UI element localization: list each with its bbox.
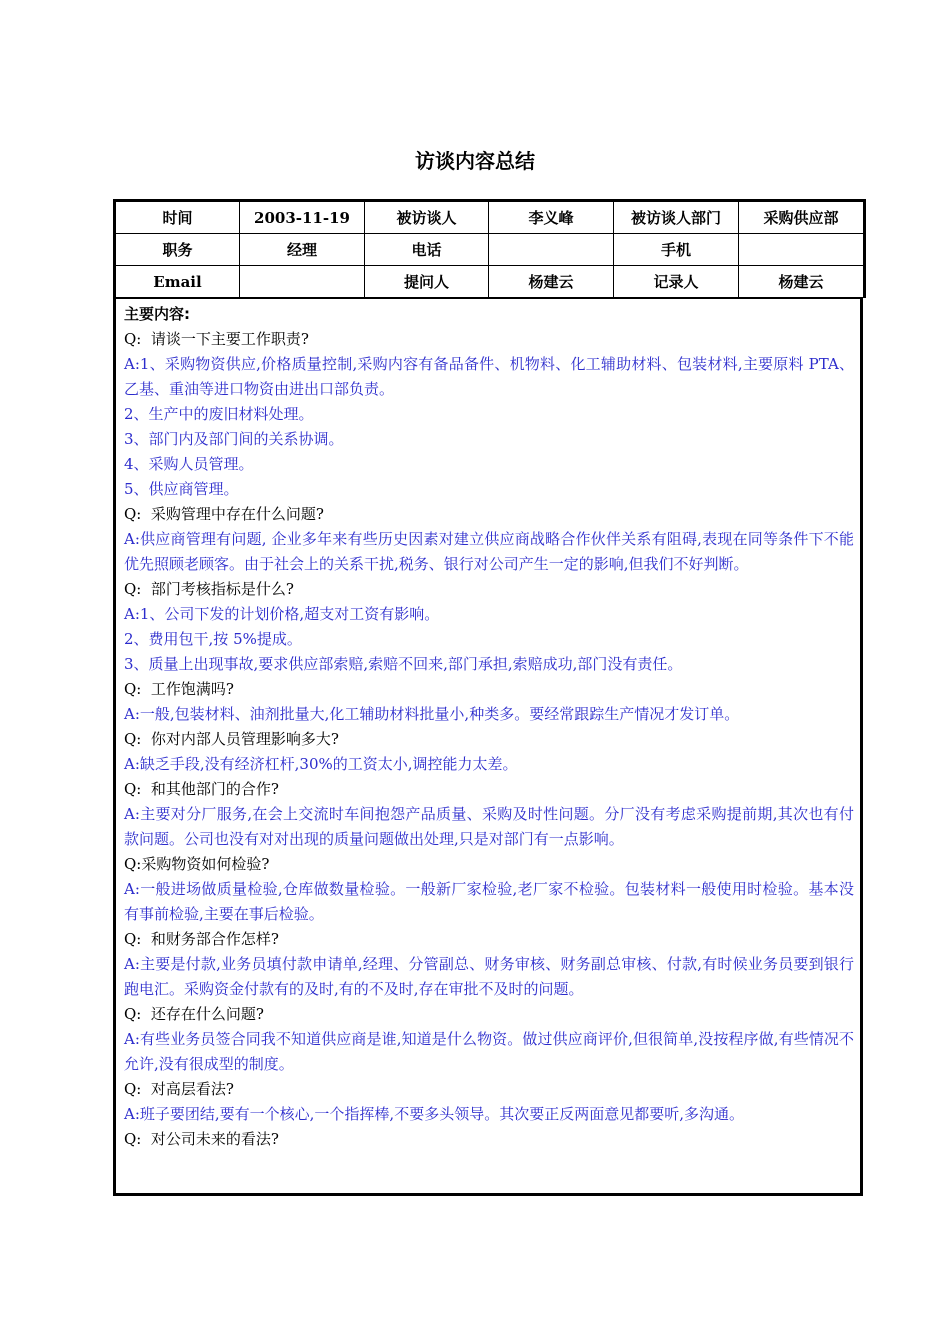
- answer-line: A:有些业务员签合同我不知道供应商是谁,知道是什么物资。做过供应商评价,但很简单,没按程序做,有些情况不允许,没有很成型的制度。: [124, 1030, 854, 1073]
- answer-line: A:供应商管理有问题, 企业多年来有些历史因素对建立供应商战略合作伙伴关系有阻碍,表现在同等条件下不能优先照顾老顾客。由于社会上的关系干扰,税务、银行对公司产生一定的影响,但我们不好判断。: [124, 530, 854, 573]
- info-row-3: [115, 266, 865, 298]
- email-label: Email: [115, 266, 240, 298]
- info-row-1: [115, 201, 865, 234]
- answer-line: 2、费用包干,按 5%提成。: [124, 630, 302, 648]
- interviewee-value: 李义峰: [489, 201, 614, 234]
- answer-line: A:1、公司下发的计划价格,超支对工资有影响。: [124, 605, 440, 623]
- time-value: 2003-11-19: [240, 201, 365, 234]
- question-line: Q: 请谈一下主要工作职责?: [124, 330, 309, 348]
- question-line: Q: 还存在什么问题?: [124, 1005, 264, 1023]
- answer-line: A:主要对分厂服务,在会上交流时车间抱怨产品质量、采购及时性问题。分厂没有考虑采购提前期,其次也有付款问题。公司也没有对对出现的质量问题做出处理,只是对部门有一点影响。: [124, 805, 854, 848]
- answer-line: 2、生产中的废旧材料处理。: [124, 405, 314, 423]
- recorder-label: 记录人: [614, 266, 739, 298]
- question-line: Q: 对公司未来的看法?: [124, 1130, 279, 1148]
- answer-line: A:1、采购物资供应,价格质量控制,采购内容有备品备件、机物料、化工辅助材料、包装材料,主要原料 PTA、乙基、重油等进口物资由进出口部负责。: [124, 355, 854, 398]
- department-value: 采购供应部: [739, 201, 865, 234]
- question-line: Q: 采购管理中存在什么问题?: [124, 505, 324, 523]
- question-line: Q:采购物资如何检验?: [124, 855, 270, 873]
- question-line: Q: 对高层看法?: [124, 1080, 234, 1098]
- time-label: 时间: [115, 201, 240, 234]
- content-heading: 主要内容:: [124, 305, 190, 323]
- question-line: Q: 和其他部门的合作?: [124, 780, 279, 798]
- qa-list: [124, 327, 854, 1152]
- email-value: [240, 266, 365, 298]
- answer-line: 4、采购人员管理。: [124, 455, 254, 473]
- question-line: Q: 你对内部人员管理影响多大?: [124, 730, 339, 748]
- answer-line: 3、部门内及部门间的关系协调。: [124, 430, 344, 448]
- answer-line: A:班子要团结,要有一个核心,一个指挥棒,不要多头领导。其次要正反两面意见都要听,多沟通。: [124, 1105, 744, 1123]
- recorder-value: 杨建云: [739, 266, 865, 298]
- mobile-value: [739, 234, 865, 266]
- interview-content-box: [113, 297, 863, 1196]
- mobile-label: 手机: [614, 234, 739, 266]
- interviewee-label: 被访谈人: [365, 201, 489, 234]
- page-title: 访谈内容总结: [415, 149, 535, 173]
- interview-info-table: [113, 199, 866, 298]
- answer-line: 5、供应商管理。: [124, 480, 239, 498]
- phone-label: 电话: [365, 234, 489, 266]
- question-line: Q: 和财务部合作怎样?: [124, 930, 279, 948]
- question-line: Q: 工作饱满吗?: [124, 680, 234, 698]
- info-row-2: [115, 234, 865, 266]
- position-label: 职务: [115, 234, 240, 266]
- answer-line: A:缺乏手段,没有经济杠杆,30%的工资太小,调控能力太差。: [124, 755, 518, 773]
- position-value: 经理: [240, 234, 365, 266]
- answer-line: A:一般进场做质量检验,仓库做数量检验。一般新厂家检验,老厂家不检验。包装材料一般使用时检验。基本没有事前检验,主要在事后检验。: [124, 880, 854, 923]
- question-line: Q: 部门考核指标是什么?: [124, 580, 294, 598]
- answer-line: A:主要是付款,业务员填付款申请单,经理、分管副总、财务审核、财务副总审核、付款,有时候业务员要到银行跑电汇。采购资金付款有的及时,有的不及时,存在审批不及时的问题。: [124, 955, 854, 998]
- answer-line: 3、质量上出现事故,要求供应部索赔,索赔不回来,部门承担,索赔成功,部门没有责任。: [124, 655, 683, 673]
- department-label: 被访谈人部门: [614, 201, 739, 234]
- answer-line: A:一般,包装材料、油剂批量大,化工辅助材料批量小,种类多。要经常跟踪生产情况才发订单。: [124, 705, 740, 723]
- questioner-label: 提问人: [365, 266, 489, 298]
- phone-value: [489, 234, 614, 266]
- questioner-value: 杨建云: [489, 266, 614, 298]
